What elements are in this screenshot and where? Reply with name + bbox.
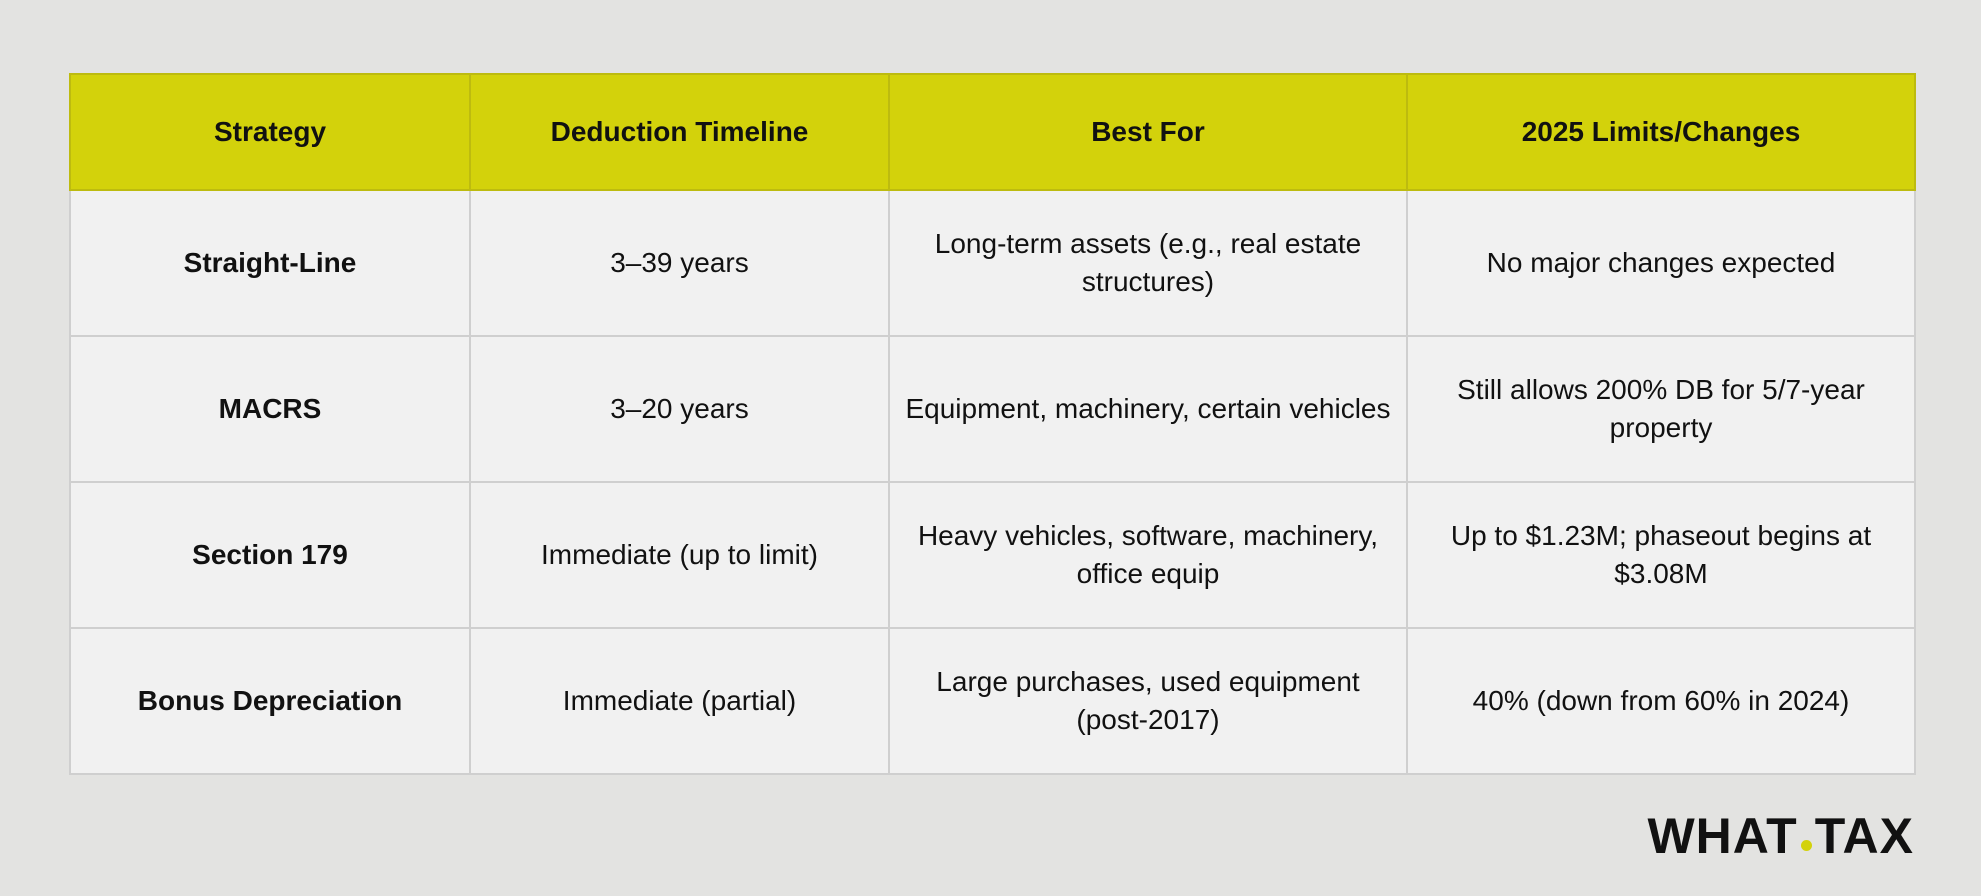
- timeline-cell: Immediate (up to limit): [470, 482, 889, 628]
- table-header-row: [70, 74, 1915, 190]
- strategy-cell: Straight-Line: [70, 190, 470, 336]
- timeline-cell: Immediate (partial): [470, 628, 889, 774]
- best-for-cell: Large purchases, used equipment (post-2017): [889, 628, 1407, 774]
- depreciation-table-container: [69, 73, 1914, 775]
- table-row: [70, 482, 1915, 628]
- logo-text-tax: TAX: [1814, 808, 1914, 864]
- header-2025-limits: 2025 Limits/Changes: [1407, 74, 1915, 190]
- table-row: [70, 190, 1915, 336]
- limits-cell: 40% (down from 60% in 2024): [1407, 628, 1915, 774]
- strategy-cell: MACRS: [70, 336, 470, 482]
- logo-dot: [1801, 840, 1812, 851]
- timeline-cell: 3–20 years: [470, 336, 889, 482]
- header-deduction-timeline: Deduction Timeline: [470, 74, 889, 190]
- logo-text-what: WHAT: [1647, 808, 1798, 864]
- depreciation-strategies-table: [69, 73, 1916, 775]
- best-for-cell: Equipment, machinery, certain vehicles: [889, 336, 1407, 482]
- timeline-cell: 3–39 years: [470, 190, 889, 336]
- best-for-cell: Heavy vehicles, software, machinery, office equip: [889, 482, 1407, 628]
- header-strategy: Strategy: [70, 74, 470, 190]
- header-best-for: Best For: [889, 74, 1407, 190]
- limits-cell: No major changes expected: [1407, 190, 1915, 336]
- whattax-logo: [1647, 808, 1914, 864]
- table-row: [70, 628, 1915, 774]
- limits-cell: Still allows 200% DB for 5/7-year property: [1407, 336, 1915, 482]
- limits-cell: Up to $1.23M; phaseout begins at $3.08M: [1407, 482, 1915, 628]
- best-for-cell: Long-term assets (e.g., real estate structures): [889, 190, 1407, 336]
- strategy-cell: Section 179: [70, 482, 470, 628]
- strategy-cell: Bonus Depreciation: [70, 628, 470, 774]
- table-row: [70, 336, 1915, 482]
